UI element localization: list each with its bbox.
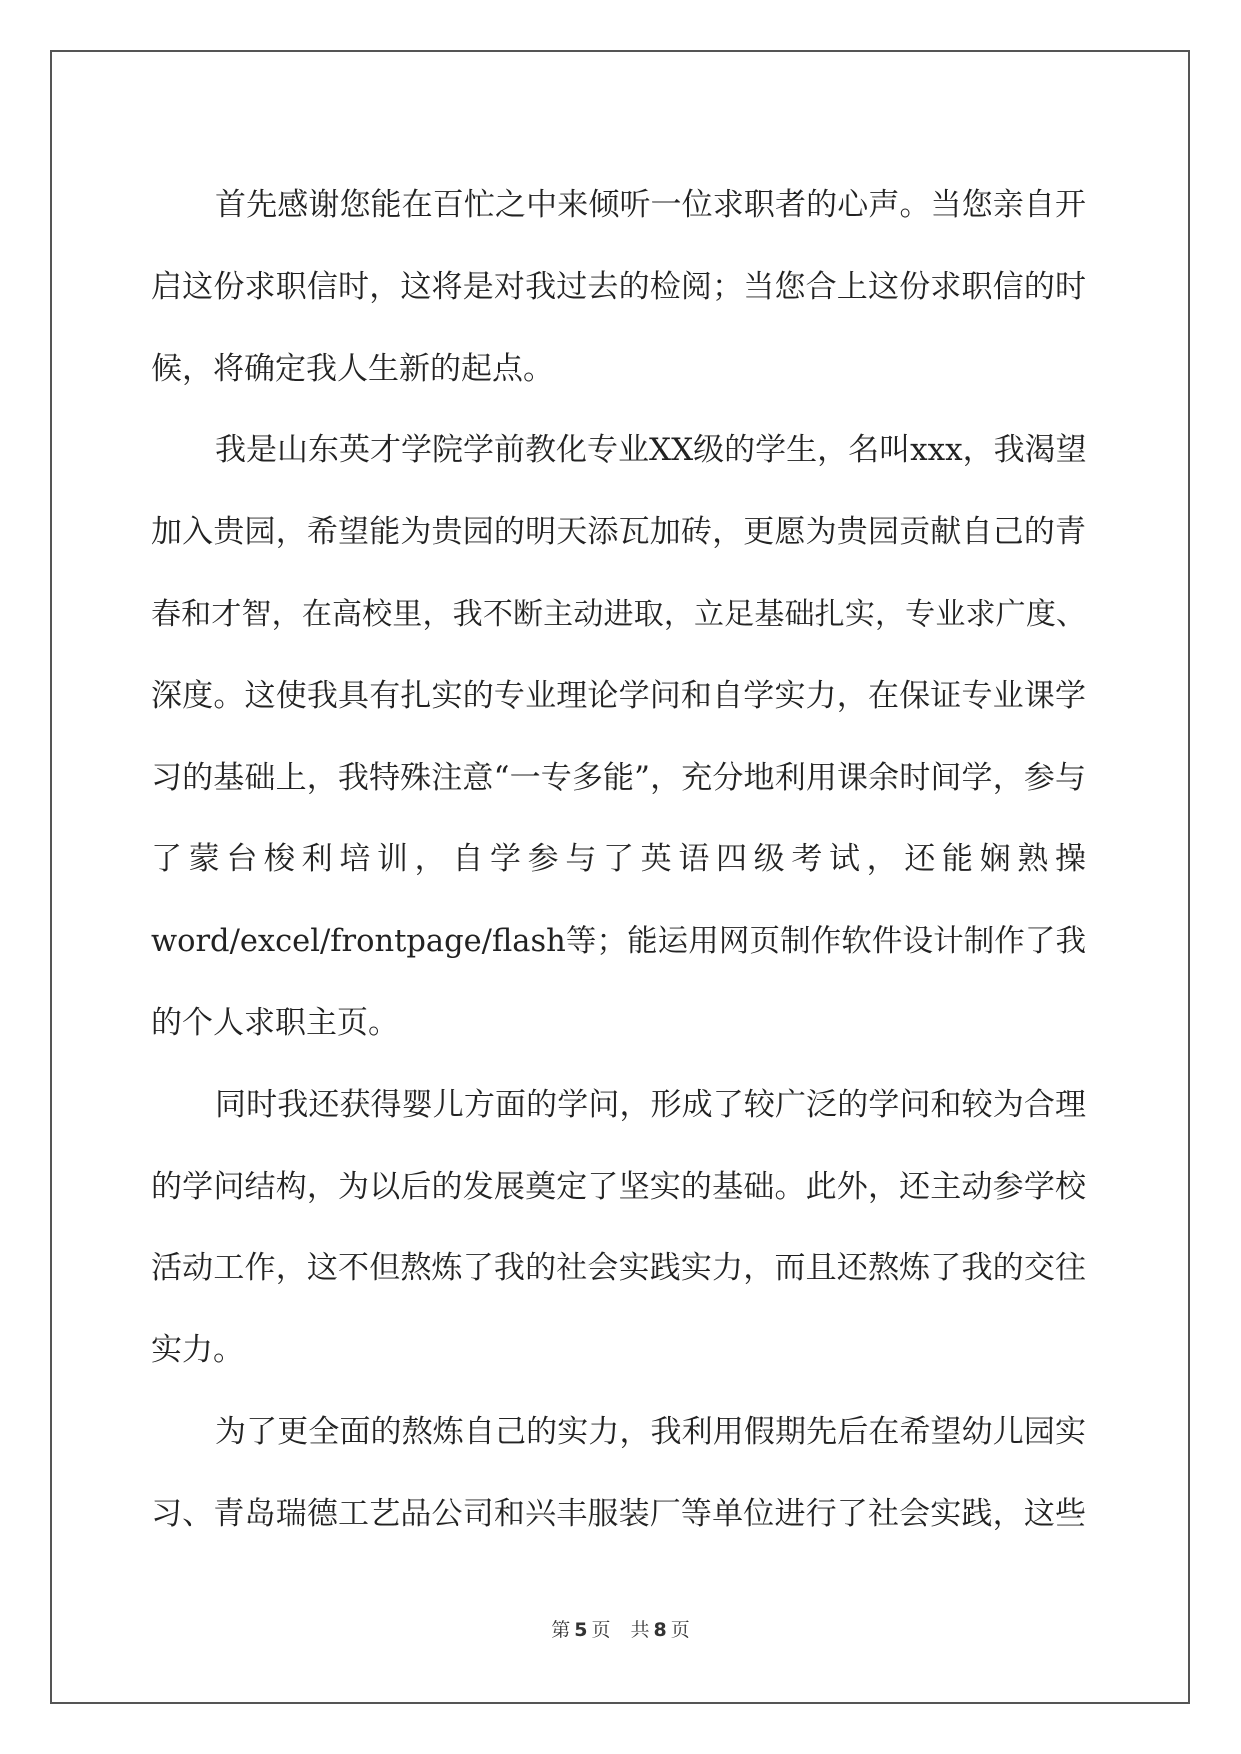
text-line: 活动工作，这不但熬炼了我的社会实践实力，而且还熬炼了我的交往: [151, 1250, 1086, 1287]
text-line: 我是山东英才学院学前教化专业XX级的学生，名叫xxx，我渴望: [215, 432, 1087, 469]
text-line: 的个人求职主页。: [151, 1004, 399, 1041]
text-line: 首先感谢您能在百忙之中来倾听一位求职者的心声。当您亲自开: [215, 187, 1086, 223]
paragraph-4: [151, 1392, 1086, 1556]
paragraph-2: [151, 410, 1086, 1064]
text-line: 习的基础上，我特殊注意“一专多能”，充分地利用课余时间学，参与: [151, 759, 1086, 796]
text-line: word/excel/frontpage/flash等；能运用网页制作软件设计制作了我: [151, 924, 1086, 960]
footer-total-suffix: 页: [670, 1619, 690, 1641]
text-line: 实力。: [151, 1332, 244, 1369]
current-page-number: 5: [574, 1619, 588, 1641]
text-line: 了蒙台梭利培训，自学参与了英语四级考试，还能娴熟操: [151, 841, 1086, 878]
footer-prefix: 第: [551, 1619, 571, 1641]
document-body: [151, 165, 1086, 1556]
footer-total-prefix: 共: [630, 1619, 650, 1641]
text-line: 春和才智，在高校里，我不断主动进取，立足基础扎实，专业求广度、: [151, 596, 1086, 632]
text-line: 候，将确定我人生新的起点。: [151, 350, 554, 387]
paragraph-1: [151, 165, 1086, 410]
text-line: 为了更全面的熬炼自己的实力，我利用假期先后在希望幼儿园实: [215, 1413, 1086, 1450]
text-line: 同时我还获得婴儿方面的学问，形成了较广泛的学问和较为合理: [215, 1086, 1086, 1123]
text-line: 启这份求职信时，这将是对我过去的检阅；当您合上这份求职信的时: [151, 268, 1086, 305]
text-line: 加入贵园，希望能为贵园的明天添瓦加砖，更愿为贵园贡献自己的青: [151, 514, 1086, 551]
text-line: 深度。这使我具有扎实的专业理论学问和自学实力，在保证专业课学: [151, 677, 1086, 714]
total-pages-number: 8: [653, 1619, 667, 1641]
paragraph-3: [151, 1065, 1086, 1392]
footer-page-word: 页: [591, 1619, 611, 1641]
text-line: 的学问结构，为以后的发展奠定了坚实的基础。此外，还主动参学校: [151, 1168, 1086, 1205]
text-line: 习、青岛瑞德工艺品公司和兴丰服装厂等单位进行了社会实践，这些: [151, 1495, 1086, 1532]
page-footer: [0, 1615, 1241, 1642]
